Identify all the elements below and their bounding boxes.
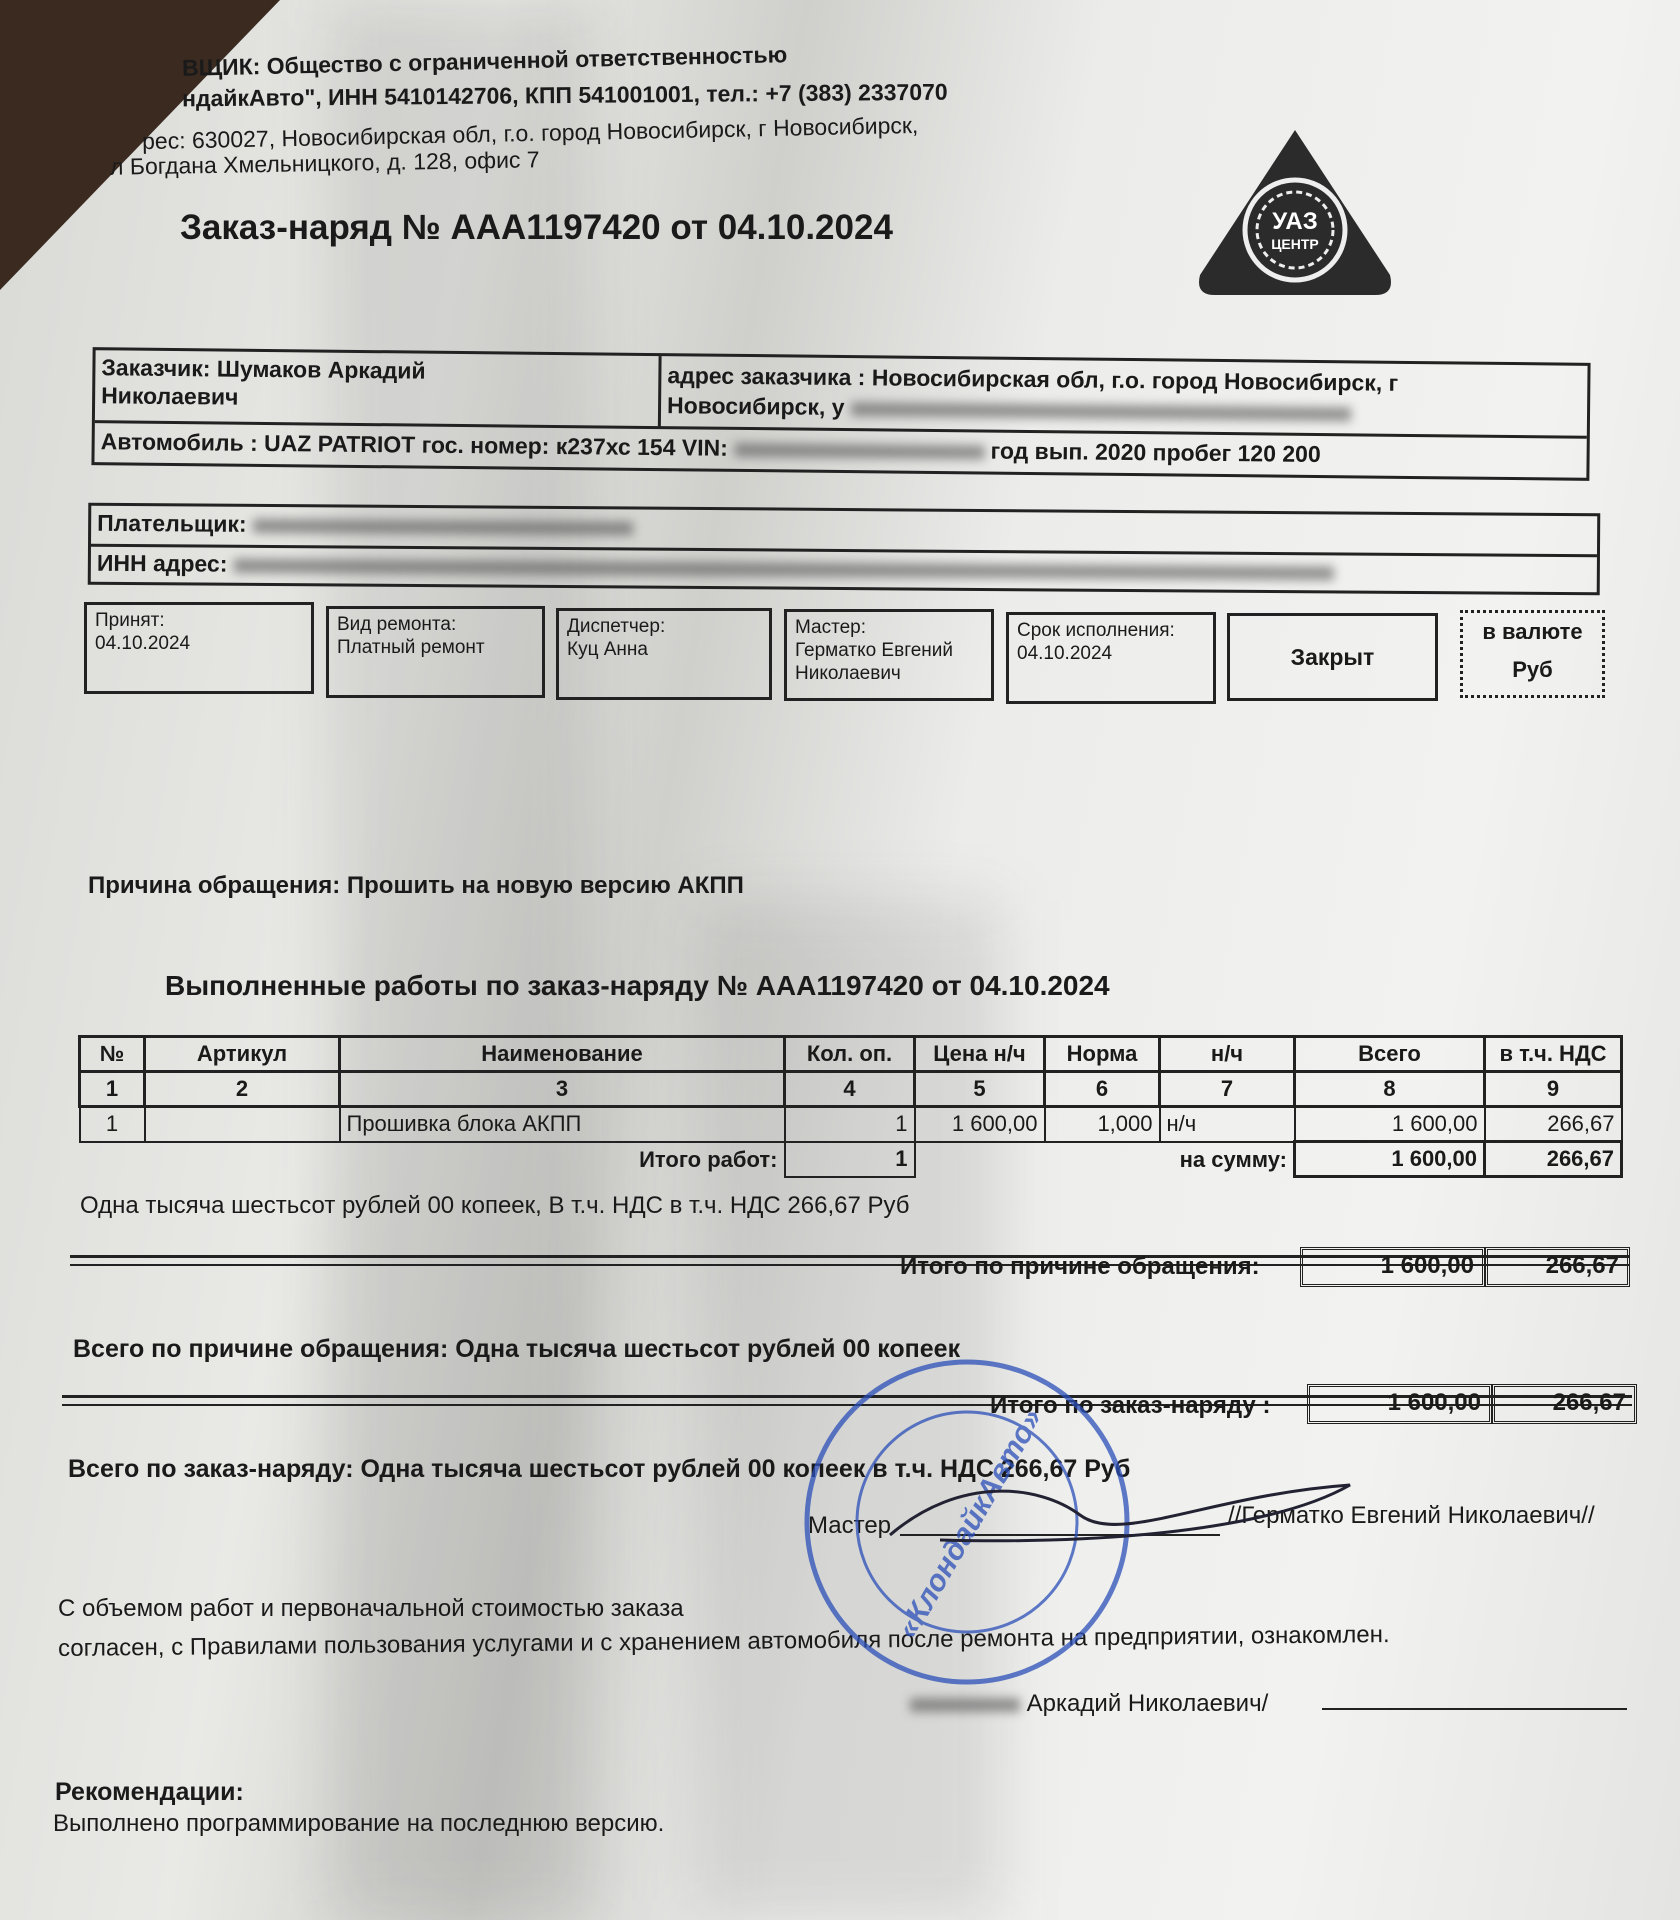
redacted [253, 519, 633, 536]
customer-name-2: Николаевич [101, 382, 239, 410]
reason-total-label: Итого по причине обращения: [900, 1253, 1260, 1280]
col-header: Всего [1295, 1037, 1485, 1072]
info-box-deadline [1006, 612, 1216, 704]
value: Платный ремонт [337, 637, 485, 658]
order-total-words: Всего по заказ-наряду: Одна тысяча шестьсот рублей 00 копеек в т.ч. НДС 266,67 Руб [68, 1455, 1131, 1483]
label: Вид ремонта: [337, 614, 457, 635]
reason-total: 1 600,00 [1300, 1247, 1485, 1287]
label: Мастер: [795, 617, 867, 638]
svg-text:ЦЕНТР: ЦЕНТР [1271, 236, 1319, 252]
page-title: Заказ-наряд № ААА1197420 от 04.10.2024 [180, 208, 893, 247]
reason-total-vat: 266,67 [1485, 1247, 1630, 1287]
uaz-center-logo [1195, 125, 1395, 300]
table-total-row: Итого работ: 1 на сумму: 1 600,00 266,67 [80, 1142, 1622, 1177]
col-header: Кол. оп. [785, 1037, 915, 1072]
master-label: Мастер [808, 1512, 892, 1539]
redacted [851, 402, 1351, 421]
currency-value: Руб [1512, 657, 1553, 682]
col-header: Цена н/ч [915, 1037, 1045, 1072]
works-title: Выполненные работы по заказ-наряду № ААА1197420 от 04.10.2024 [165, 970, 1110, 1001]
info-box-accepted [84, 602, 314, 694]
redacted [234, 559, 1334, 581]
currency-box [1460, 610, 1605, 698]
car-year-mileage: год вып. 2020 пробег 120 200 [990, 437, 1321, 468]
customer-address: адрес заказчика : Новосибирская обл, г.о. город Новосибирск, г [667, 362, 1399, 396]
label: Диспетчер: [567, 616, 666, 637]
value: Куц Анна [567, 639, 648, 660]
payer-box [88, 503, 1601, 596]
recommendations-text: Выполнено программирование на последнюю версию. [53, 1810, 665, 1837]
value: 04.10.2024 [95, 633, 191, 654]
logo-text: УАЗ [1272, 208, 1318, 235]
label: Срок исполнения: [1017, 620, 1175, 641]
col-header: в т.ч. НДС [1485, 1037, 1622, 1072]
status-box: Закрыт [1227, 613, 1438, 701]
agreement-line1: С объемом работ и первоначальной стоимостью заказа [58, 1595, 684, 1622]
col-header: Наименование [340, 1037, 785, 1072]
redacted-vin [734, 443, 984, 460]
payer-inn-address-label: ИНН адрес: [96, 549, 228, 577]
payer-label: Плательщик: [97, 509, 247, 537]
table-number-row: 1 2 3 4 5 6 7 8 9 [80, 1072, 1622, 1107]
label: Принят: [95, 610, 165, 631]
customer-signature-name: Аркадий Николаевич/ [1026, 1690, 1269, 1717]
table-row: 1 Прошивка блока АКПП 1 1 600,00 1,000 н/ч 1 600,00 266,67 [80, 1107, 1622, 1142]
reason-total-words: Всего по причине обращения: Одна тысяча шестьсот рублей 00 копеек [73, 1335, 961, 1363]
order-total-vat: 266,67 [1492, 1384, 1637, 1424]
currency-label: в валюте [1482, 619, 1583, 644]
col-header: н/ч [1160, 1037, 1295, 1072]
supplier-line2: ндайкАвто", ИНН 5410142706, КПП 541001001, тел.: +7 (383) 2337070 [181, 78, 948, 112]
customer-address-2: Новосибирск, у [666, 392, 845, 421]
order-total-label: Итого по заказ-наряду : [990, 1392, 1271, 1419]
col-header: Артикул [145, 1037, 340, 1072]
signature [880, 1465, 1360, 1555]
order-total: 1 600,00 [1307, 1384, 1492, 1424]
customer-signature-line [1322, 1708, 1627, 1710]
customer-box [91, 347, 1590, 481]
customer-name: Заказчик: Шумаков Аркадий [101, 354, 426, 384]
agreement-line2: согласен, с Правилами пользования услугами и с хранением автомобиля после ремонта на предприятии, ознакомлен. [57, 1621, 1390, 1662]
col-header: № [80, 1037, 145, 1072]
car-info: Автомобиль : UAZ PATRIOT гос. номер: к237хс 154 VIN: [100, 428, 728, 461]
reason: Причина обращения: Прошить на новую версию АКПП [88, 872, 744, 899]
works-table [78, 1035, 1623, 1178]
master-name: //Герматко Евгений Николаевич// [1228, 1502, 1595, 1529]
redacted [910, 1698, 1020, 1712]
value: 04.10.2024 [1017, 643, 1113, 664]
info-box-dispatcher [556, 608, 772, 700]
supplier-line3: рес: 630027, Новосибирская обл, г.о. город Новосибирск, г Новосибирск, [141, 111, 919, 155]
supplier-line4: л Богдана Хмельницкого, д. 128, офис 7 [109, 146, 540, 180]
sum-in-words: Одна тысяча шестьсот рублей 00 копеек, В т.ч. НДС в т.ч. НДС 266,67 Руб [80, 1192, 910, 1219]
col-header: Норма [1045, 1037, 1160, 1072]
supplier-line1: ВЩИК: Общество с ограниченной ответственностью [181, 41, 788, 81]
value: Герматко Евгений Николаевич [795, 640, 954, 684]
recommendations-label: Рекомендации: [55, 1778, 244, 1806]
info-box-master [784, 609, 994, 701]
table-header-row [80, 1037, 1622, 1072]
svg-text:«КлондайкАвто»: «КлондайкАвто» [890, 1403, 1050, 1645]
info-box-repair-type [326, 606, 545, 698]
